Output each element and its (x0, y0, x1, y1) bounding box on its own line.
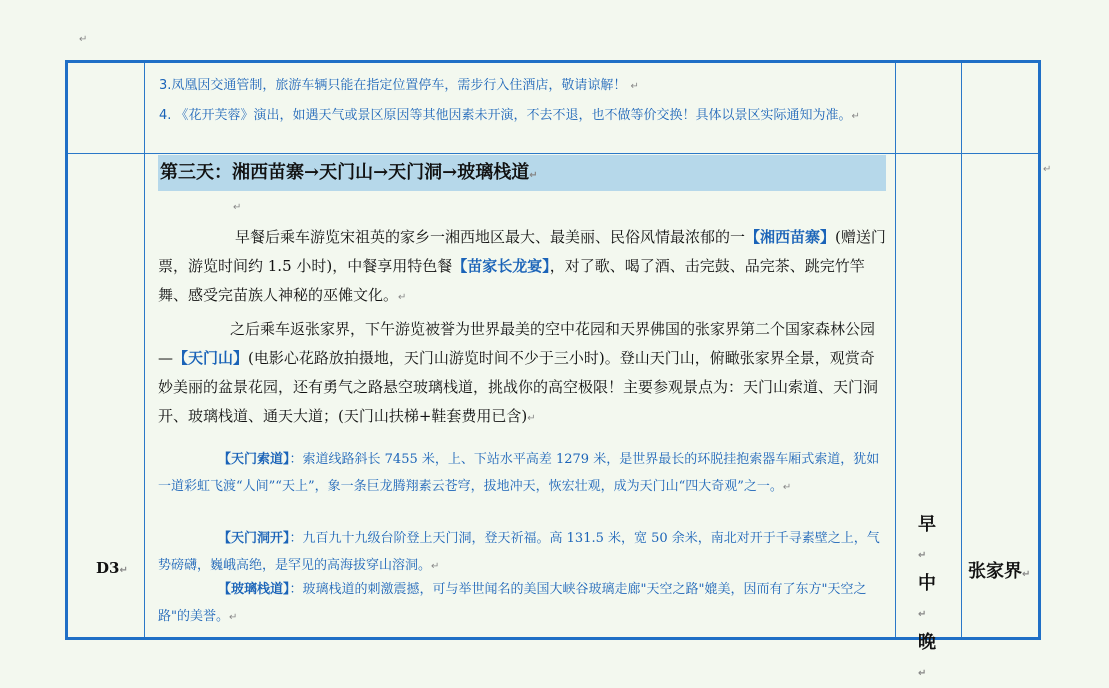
note-4: 4. 《花开芙蓉》演出，如遇天气或景区原因等其他因素未开演，不去不退，也不做等价交换！具体以景区实际通知为准。↵ (159, 108, 860, 123)
meal-lunch: 中↵ (918, 573, 936, 620)
row-divider (68, 153, 1038, 154)
day-code: D3↵ (96, 559, 128, 577)
highlight-longyan: 【苗家长龙宴】 (452, 257, 550, 275)
meal-dinner: 晚↵ (918, 632, 936, 679)
meals-cell (918, 511, 942, 688)
notes-cell (159, 71, 889, 131)
itinerary-paragraph-2: 之后乘车返张家界，下午游览被誉为世界最美的空中花园和天界佛国的张家界第二个国家森林公园—【天门山】(电影心花路放拍摄地，天门山游览时间不少于三小时)。登山天门山，俯瞰张家界全景，观赏奇妙美丽的盆景花园，还有勇气之路悬空玻璃栈道，挑战你的高空极限！主要参观景点为：天门山索道、天门洞开、玻璃栈道、通天大道；(天门山扶梯+鞋套费用已含)↵ (158, 320, 879, 425)
itinerary-table (65, 60, 1041, 679)
day-title: 第三天：湘西苗寨→天门山→天门洞→玻璃栈道↵ (158, 155, 886, 191)
spot-tianmen-cave: 【天门洞开】：九百九十九级台阶登上天门洞，登天祈福。高 131.5 米，宽 50 余米，南北对开于千寻素壁之上，气势磅礴，巍峨高绝，是罕见的高海拔穿山溶洞。↵ (158, 531, 880, 573)
paragraph-mark: ↵ (1043, 164, 1052, 175)
spot-cableway: 【天门索道】：索道线路斜长 7455 米，上、下站水平高差 1279 米，是世界最长的环脱挂抱索器车厢式索道，犹如一道彩虹飞渡“人间”“天上”，象一条巨龙腾翔素云苍穹，拔地冲天，恢宏壮观，成为天门山“四大奇观”之一。↵ (158, 452, 880, 494)
itinerary-paragraph-1: 早餐后乘车游览宋祖英的家乡一湘西地区最大、最美丽、民俗风情最浓郁的一【湘西苗寨】(赠送门票，游览时间约 1.5 小时)，中餐享用特色餐【苗家长龙宴】，对了歌、喝了酒、击完鼓、品完茶、跳完竹竿舞、感受完苗族人神秘的巫傩文化。↵ (158, 228, 886, 304)
overnight-city: 张家界↵ (968, 561, 1031, 582)
highlight-tianmen: 【天门山】 (173, 349, 249, 367)
column-divider (144, 63, 145, 637)
spot-glass-walkway: 【玻璃栈道】：玻璃栈道的刺激震撼，可与举世闻名的美国大峡谷玻璃走廊"天空之路"媲美，因而有了东方"天空之路"的美誉。↵ (158, 582, 867, 624)
column-divider (895, 63, 896, 637)
column-divider (961, 63, 962, 637)
paragraph-mark: ↵ (79, 34, 88, 45)
note-3: 3.凤凰因交通管制，旅游车辆只能在指定位置停车，需步行入住酒店，敬请谅解！ ↵ (159, 78, 639, 93)
paragraph-mark: ↵ (233, 202, 242, 213)
meal-breakfast: 早↵ (918, 514, 936, 561)
highlight-xiangxi: 【湘西苗寨】 (745, 228, 836, 246)
